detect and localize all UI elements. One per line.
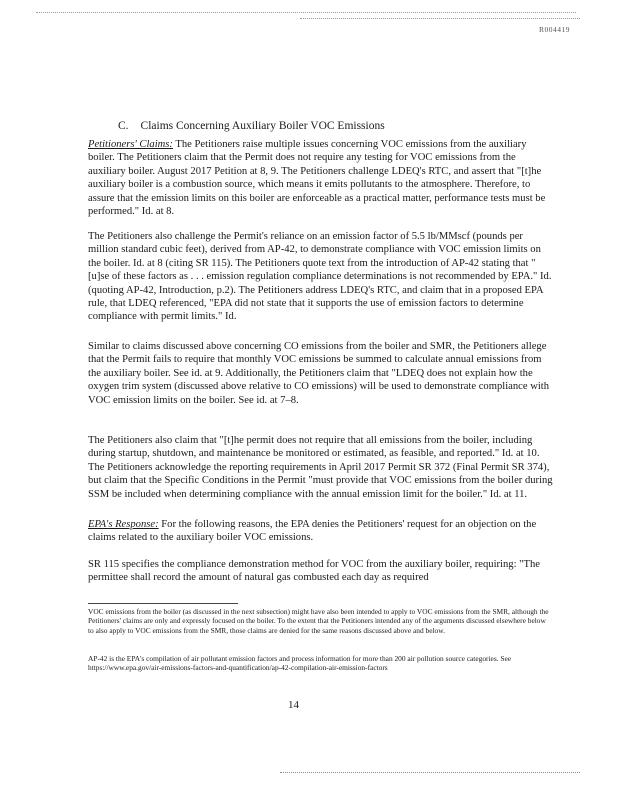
paragraph-4: The Petitioners also claim that "[t]he permit does not require that all emissions from the boiler, including during startup, shutdown, and maintenance be monitored or estimated, as feasible, and reported." Id. at 10. The Petitioners acknowledge the reporting requirements in April 2017 Permit SR 372 (Final Permit SR 374), but claim that the Specific Conditions in the Permit "must provide that VOC emissions from the boiler during SSM be included when determining compliance with the annual emission limit for the boiler." Id. at 11. — [88, 435, 553, 500]
paragraph-6: SR 115 specifies the compliance demonstration method for VOC from the auxiliary boiler, requiring: "The permittee shall record the amount of natural gas combusted each day as required — [88, 559, 540, 584]
epa-response-label: EPA's Response: — [88, 519, 159, 530]
paragraph-5-text: For the following reasons, the EPA denies the Petitioners' request for an objection on the claims related to the auxiliary boiler VOC emissions. — [88, 519, 537, 544]
header-rule-secondary — [300, 18, 580, 20]
paragraph-3: Similar to claims discussed above concerning CO emissions from the boiler and SMR, the Petitioners allege that the Permit fails to require that monthly VOC emissions be summed to calculate annual emissions from the auxiliary boiler. See id. at 9. Additionally, the Petitioners claim that "LDEQ does not explain how the oxygen trim system (discussed above relative to CO emissions) will be used to demonstrate compliance with VOC emission limits on the boiler. See id. at 7–8. — [88, 341, 550, 406]
page-number: 14 — [288, 699, 299, 711]
section-title: Claims Concerning Auxiliary Boiler VOC Emissions — [140, 120, 385, 132]
paragraph-petitioners-claims — [88, 138, 553, 218]
paragraph-2: The Petitioners also challenge the Permit's reliance on an emission factor of 5.5 lb/MMscf (pounds per million standard cubic feet), derived from AP-42, to demonstrate compliance with VOC emission limits on the boiler. Id. at 8 (citing SR 115). The Petitioners quote text from the introduction of AP-42 stating that "[u]se of these factors as . . . emission regulation compliance determinations is not recommended by EPA." Id. (quoting AP-42, Introduction, p.2). The Petitioners address LDEQ's RTC, and claim that in a proposed EPA rule, that LDEQ referenced, "EPA did not state that it supports the use of emission factors to determine compliance with permit limits." Id. — [88, 231, 552, 323]
bates-number: R004419 — [538, 25, 570, 34]
section-heading — [118, 120, 385, 132]
header-rule — [36, 12, 576, 14]
paragraph-1-text: The Petitioners raise multiple issues concerning VOC emissions from the auxiliary boiler. The Petitioners claim that the Permit does not require any testing for VOC emissions from the auxiliary boiler. August 2017 Petition at 8, 9. The Petitioners challenge LDEQ's RTC, and assert that "[t]he auxiliary boiler is a combustion source, which means it emits pollutants to the atmosphere. Therefore, to assure that the emission limits on this boiler are enforceable as a practical matter, performance tests must be performed." Id. at 8. — [88, 139, 546, 218]
footer-rule — [280, 772, 580, 773]
paragraph-epa-response — [88, 518, 553, 545]
footnote-separator — [88, 603, 238, 604]
section-number: C. — [118, 120, 129, 132]
footnote-2: AP-42 is the EPA's compilation of air pollutant emission factors and process information for more than 200 air pollution source categories. See https://www.epa.gov/air-emissions-factors-and-quantification/ap-42-compilation-air-emission-factors — [88, 654, 512, 673]
petitioners-claims-label: Petitioners' Claims: — [88, 139, 173, 150]
footnote-1: VOC emissions from the boiler (as discussed in the next subsection) might have also been intended to apply to VOC emissions from the SMR, although the Petitioners' claims are only and expressly focused on the boiler. To the extent that the Petitioners intended any of the arguments discussed elsewhere below to also apply to VOC emissions from the SMR, those claims are denied for the same reasons discussed above and below. — [88, 607, 549, 635]
